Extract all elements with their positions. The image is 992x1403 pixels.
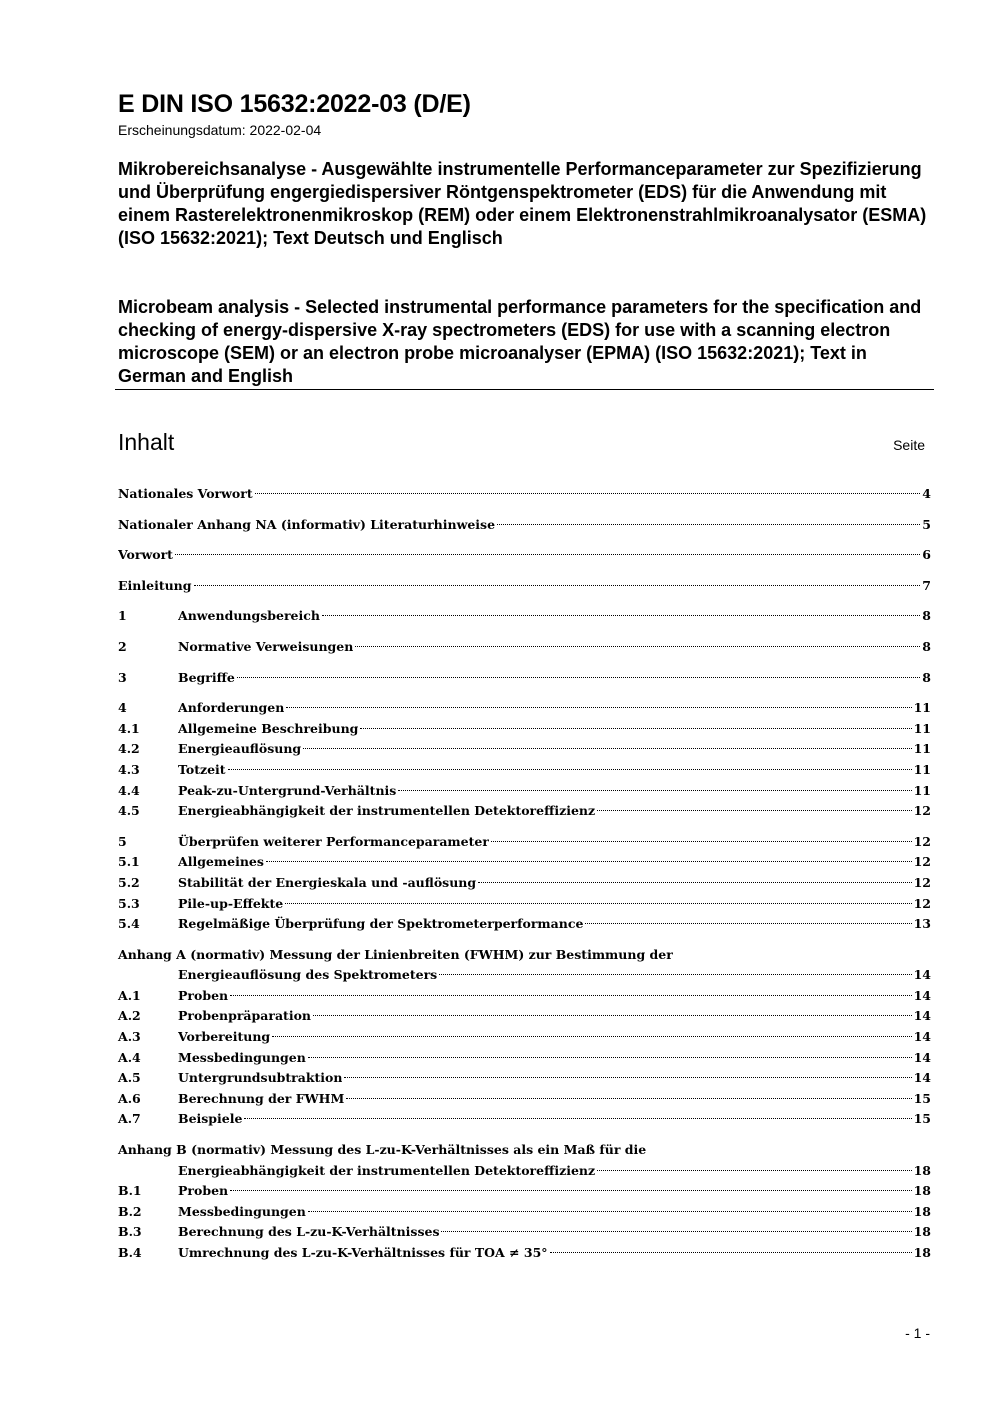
toc-entry-number: A.5 <box>118 1070 141 1086</box>
toc-heading: Inhalt <box>118 429 175 455</box>
toc-entry-title: Begriffe <box>178 669 235 685</box>
toc-dot-leader <box>597 810 912 811</box>
publication-date <box>118 122 321 138</box>
toc-entry-number: 4.4 <box>118 782 140 798</box>
toc-entry-page: 12 <box>913 854 931 870</box>
toc-entry-page: 11 <box>913 761 931 777</box>
toc-entry[interactable] <box>118 1027 931 1048</box>
toc-entry-title: Untergrundsubtraktion <box>178 1070 343 1086</box>
toc-entry-number: 4.5 <box>118 803 140 819</box>
toc-entry-title: Umrechnung des L-zu-K-Verhältnisses für TOA ≠ 35° <box>178 1245 548 1260</box>
toc-entry-title: Pile-up-Effekte <box>178 895 284 911</box>
toc-entry-title: Allgemeines <box>178 854 264 870</box>
toc-dot-leader <box>398 790 911 791</box>
toc-entry[interactable] <box>118 1181 931 1202</box>
toc-entry-continuation[interactable] <box>118 1161 931 1182</box>
toc-entry-page: 11 <box>913 720 931 736</box>
toc-dot-leader <box>344 1077 911 1078</box>
toc-dot-leader <box>491 841 912 842</box>
toc-entry-number: 4.1 <box>118 720 140 736</box>
toc-entry[interactable] <box>118 1243 931 1264</box>
toc-entry[interactable] <box>118 1068 931 1089</box>
toc-entry-page: 18 <box>913 1203 931 1219</box>
toc-entry-page: 12 <box>913 833 931 849</box>
toc-dot-leader <box>441 1231 911 1232</box>
toc-dot-leader <box>228 769 912 770</box>
toc-entry-number: A.6 <box>118 1090 141 1106</box>
toc-entry-page: 18 <box>913 1162 931 1178</box>
toc-dot-leader <box>478 882 911 883</box>
toc-entry-title: Beispiele <box>178 1111 243 1127</box>
toc-entry-number: A.1 <box>118 987 141 1003</box>
toc-entry-number: 5 <box>118 833 127 849</box>
toc-entry[interactable] <box>118 873 931 894</box>
toc-dot-leader <box>355 646 920 647</box>
toc-entry[interactable] <box>118 894 931 915</box>
toc-entry-number: 4.3 <box>118 761 140 777</box>
toc-entry[interactable] <box>118 986 931 1007</box>
toc-entry-number: A.2 <box>118 1008 141 1024</box>
toc-entry-title: Vorwort <box>118 547 173 563</box>
toc-entry[interactable] <box>118 781 931 802</box>
toc-entry-title: Einleitung <box>118 577 192 593</box>
toc-entry-page: 15 <box>913 1111 931 1127</box>
title-german: Mikrobereichsanalyse - Ausgewählte instrumentelle Performanceparameter zur Spezifizierung und Überprüfung engergiedispersiver Röntgenspektrometer (EDS) für die Anwendung mit einem Rasterelektronenmikroskop (REM) oder einem Elektronenstrahlmikroanalysator (ESMA) (ISO 15632:2021); Text Deutsch und Englisch <box>118 159 927 248</box>
toc-entry-page: 18 <box>913 1183 931 1199</box>
toc-entry-page: 8 <box>922 638 931 654</box>
toc-entry-title: Nationaler Anhang NA (informativ) Literaturhinweise <box>118 516 496 532</box>
toc-entry-page: 14 <box>913 1049 931 1065</box>
toc-dot-leader <box>175 554 920 555</box>
toc-entry-title: Berechnung der FWHM <box>178 1090 345 1106</box>
toc-entry[interactable] <box>118 914 931 935</box>
toc-entry-number: 2 <box>118 638 127 654</box>
toc-entry[interactable] <box>118 801 931 822</box>
toc-entry-number: B.2 <box>118 1203 142 1219</box>
toc-entry-title: Allgemeine Beschreibung <box>178 720 359 736</box>
toc-entry-page: 11 <box>913 741 931 757</box>
toc-entry-number: 5.1 <box>118 854 140 870</box>
toc-entry-title: Totzeit <box>178 761 226 777</box>
toc-entry-page: 5 <box>922 516 931 532</box>
toc-entry-title: Messbedingungen <box>178 1203 306 1219</box>
title-divider <box>115 389 934 390</box>
toc-entry-title: Messbedingungen <box>178 1049 306 1065</box>
toc-entry-page: 8 <box>922 669 931 685</box>
date-value: 2022-02-04 <box>249 122 322 138</box>
toc-entry[interactable] <box>118 576 931 597</box>
toc-entry-number: 4 <box>118 700 127 716</box>
toc-dot-leader <box>244 1118 911 1119</box>
toc-entry[interactable] <box>118 739 931 760</box>
toc-entry[interactable] <box>118 668 931 689</box>
toc-entry-page: 6 <box>922 547 931 563</box>
toc-entry-title: Proben <box>178 987 229 1003</box>
toc-entry-title: Probenpräparation <box>178 1008 312 1024</box>
toc-entry-number: 5.3 <box>118 895 140 911</box>
toc-entry-title: Anhang A (normativ) Messung der Linienbreiten (FWHM) zur Bestimmung der <box>118 946 673 962</box>
toc-entry[interactable] <box>118 1140 931 1161</box>
toc-entry-title: Proben <box>178 1183 229 1199</box>
toc-entry-page: 12 <box>913 803 931 819</box>
toc-entry-page: 11 <box>913 700 931 716</box>
toc-entry[interactable] <box>118 1202 931 1223</box>
toc-entry[interactable] <box>118 1109 931 1130</box>
toc-entry-page: 12 <box>913 895 931 911</box>
page-number: - 1 - <box>905 1325 930 1341</box>
toc-dot-leader <box>285 903 911 904</box>
toc-entry[interactable] <box>118 1222 931 1243</box>
toc-entry-number: A.3 <box>118 1029 141 1045</box>
toc-entry-title: Peak-zu-Untergrund-Verhältnis <box>178 782 397 798</box>
toc-dot-leader <box>303 748 911 749</box>
toc-entry-page: 4 <box>922 486 931 501</box>
toc-dot-leader <box>194 585 921 586</box>
toc-entry-title: Berechnung des L-zu-K-Verhältnisses <box>178 1224 440 1240</box>
toc-entry-continuation[interactable] <box>118 965 931 986</box>
toc-entry-page: 14 <box>913 1008 931 1024</box>
toc-entry-page: 14 <box>913 987 931 1003</box>
toc-entry-title-continued: Energieauflösung des Spektrometers <box>178 967 438 983</box>
toc-dot-leader <box>322 615 920 616</box>
toc-entry-page: 12 <box>913 874 931 890</box>
toc-entry[interactable] <box>118 760 931 781</box>
toc-entry-page: 11 <box>913 782 931 798</box>
toc-entry-title: Normative Verweisungen <box>178 638 354 654</box>
toc-entry[interactable] <box>118 852 931 873</box>
toc-entry[interactable] <box>118 698 931 719</box>
toc-entry-page: 14 <box>913 1070 931 1086</box>
toc-dot-leader <box>497 524 920 525</box>
toc-entry[interactable] <box>118 1006 931 1027</box>
toc-entry-title: Nationales Vorwort <box>118 486 253 501</box>
toc-dot-leader <box>360 728 911 729</box>
toc-entry-number: A.7 <box>118 1111 141 1127</box>
toc-entry-title: Energieabhängigkeit der instrumentellen Detektoreffizienz <box>178 803 596 819</box>
toc-dot-leader <box>308 1211 912 1212</box>
toc-entry-number: 5.4 <box>118 916 140 932</box>
toc-dot-leader <box>308 1057 912 1058</box>
toc-dot-leader <box>346 1098 911 1099</box>
toc-entry-title: Überprüfen weiterer Performanceparameter <box>178 833 489 849</box>
toc-entry-page: 8 <box>922 608 931 624</box>
toc-dot-leader <box>597 1170 912 1171</box>
toc-entry[interactable] <box>118 637 931 658</box>
title-english: Microbeam analysis - Selected instrumental performance parameters for the specification and checking of energy-dispersive X-ray spectrometers (EDS) for use with a scanning electron microscope (SEM) or an electron probe microanalyser (EPMA) (ISO 15632:2021); Text in German and English <box>118 297 922 386</box>
toc-entry[interactable] <box>118 832 931 853</box>
toc-entry-number: 1 <box>118 608 127 624</box>
toc-entry-number: B.3 <box>118 1224 142 1240</box>
toc-entry-title: Anforderungen <box>178 700 285 716</box>
toc-entry[interactable] <box>118 606 931 627</box>
toc-entry[interactable] <box>118 484 931 505</box>
toc-entry-title: Anhang B (normativ) Messung des L-zu-K-Verhältnisses als ein Maß für die <box>118 1142 647 1158</box>
toc-entry-number: A.4 <box>118 1049 141 1065</box>
toc-dot-leader <box>272 1036 911 1037</box>
date-label: Erscheinungsdatum: <box>118 122 246 138</box>
toc-entry-number: B.1 <box>118 1183 142 1199</box>
toc-entry-title: Regelmäßige Überprüfung der Spektrometerperformance <box>178 916 584 932</box>
toc-dot-leader <box>286 707 911 708</box>
toc-entry-number: 5.2 <box>118 874 140 890</box>
toc-entry-page: 14 <box>913 967 931 983</box>
toc-dot-leader <box>550 1252 912 1253</box>
toc-entry[interactable] <box>118 1089 931 1110</box>
toc-dot-leader <box>237 677 920 678</box>
toc-entry-number: 4.2 <box>118 741 140 757</box>
toc-entry-number: 3 <box>118 669 127 685</box>
toc-entry-title-continued: Energieabhängigkeit der instrumentellen Detektoreffizienz <box>178 1162 596 1178</box>
toc-dot-leader <box>313 1015 912 1016</box>
toc-entry[interactable] <box>118 545 931 566</box>
toc-page-column-label: Seite <box>893 437 925 453</box>
toc-entry[interactable] <box>118 719 931 740</box>
toc-entry-page: 18 <box>913 1224 931 1240</box>
toc-entry-number: B.4 <box>118 1245 142 1260</box>
toc-dot-leader <box>585 923 911 924</box>
document-id: E DIN ISO 15632:2022-03 (D/E) <box>118 90 471 118</box>
toc-dot-leader <box>230 1190 911 1191</box>
toc-entry-page: 13 <box>913 916 931 932</box>
toc-entry-title: Vorbereitung <box>178 1029 271 1045</box>
table-of-contents <box>118 484 931 1264</box>
toc-entry[interactable] <box>118 1048 931 1069</box>
toc-dot-leader <box>266 861 912 862</box>
toc-entry-title: Stabilität der Energieskala und -auflösung <box>178 874 477 890</box>
toc-entry[interactable] <box>118 515 931 536</box>
toc-entry-title: Energieauflösung <box>178 741 302 757</box>
toc-dot-leader <box>230 995 911 996</box>
toc-entry-page: 18 <box>913 1245 931 1260</box>
toc-entry-page: 14 <box>913 1029 931 1045</box>
toc-dot-leader <box>255 493 921 494</box>
toc-entry-page: 15 <box>913 1090 931 1106</box>
toc-entry-title: Anwendungsbereich <box>178 608 320 624</box>
toc-dot-leader <box>439 974 911 975</box>
toc-entry[interactable] <box>118 945 931 966</box>
toc-entry-page: 7 <box>922 577 931 593</box>
